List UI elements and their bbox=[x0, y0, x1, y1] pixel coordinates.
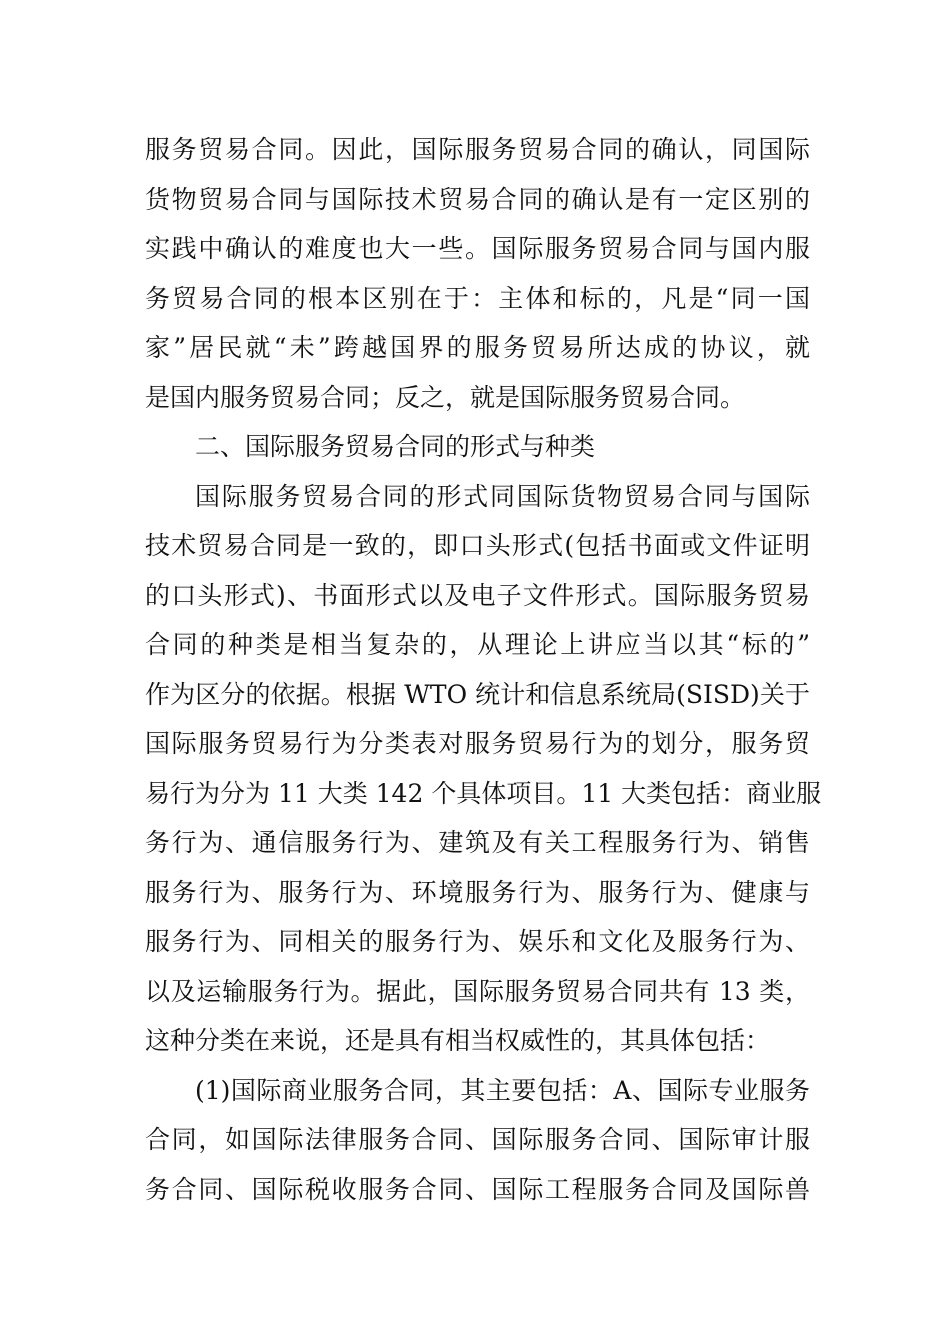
text-line: 服务行为、服务行为、环境服务行为、服务行为、健康与 bbox=[145, 877, 810, 907]
text-line: 货物贸易合同与国际技术贸易合同的确认是有一定区别的 bbox=[145, 184, 810, 214]
text-line: 易行为分为 11 大类 142 个具体项目。11 大类包括：商业服 bbox=[145, 778, 822, 808]
text-line: 服务贸易合同。因此，国际服务贸易合同的确认，同国际 bbox=[145, 135, 810, 164]
text-line: 技术贸易合同是一致的，即口头形式(包括书面或文件证明 bbox=[145, 531, 810, 560]
body-text bbox=[145, 125, 822, 1214]
text-line: 合同的种类是相当复杂的，从理论上讲应当以其“标的” bbox=[145, 630, 810, 659]
text-line: (1)国际商业服务合同，其主要包括：A、国际专业服务 bbox=[195, 1075, 810, 1105]
text-line: 国际服务贸易合同的形式同国际货物贸易合同与国际 bbox=[195, 481, 810, 511]
text-line: 这种分类在来说，还是具有相当权威性的，其具体包括： bbox=[145, 1026, 771, 1055]
text-line: 合同，如国际法律服务合同、国际服务合同、国际审计服 bbox=[145, 1125, 810, 1154]
text-line: 作为区分的依据。根据 WTO 统计和信息系统局(SISD)关于 bbox=[145, 679, 810, 709]
text-line: 务行为、通信服务行为、建筑及有关工程服务行为、销售 bbox=[145, 828, 810, 857]
text-line: 务合同、国际税收服务合同、国际工程服务合同及国际兽 bbox=[145, 1174, 810, 1204]
text-line: 的口头形式)、书面形式以及电子文件形式。国际服务贸易 bbox=[145, 580, 810, 610]
text-line: 务贸易合同的根本区别在于：主体和标的，凡是“同一国 bbox=[145, 283, 810, 313]
text-line: 以及运输服务行为。据此，国际服务贸易合同共有 13 类， bbox=[145, 976, 810, 1006]
text-line: 国际服务贸易行为分类表对服务贸易行为的划分，服务贸 bbox=[145, 729, 810, 758]
section-heading: 二、国际服务贸易合同的形式与种类 bbox=[195, 432, 596, 461]
text-line: 服务行为、同相关的服务行为、娱乐和文化及服务行为、 bbox=[145, 927, 810, 956]
text-line: 是国内服务贸易合同；反之，就是国际服务贸易合同。 bbox=[145, 382, 746, 412]
text-line: 实践中确认的难度也大一些。国际服务贸易合同与国内服 bbox=[145, 234, 810, 263]
text-line: 家”居民就“未”跨越国界的服务贸易所达成的协议，就 bbox=[145, 333, 810, 362]
